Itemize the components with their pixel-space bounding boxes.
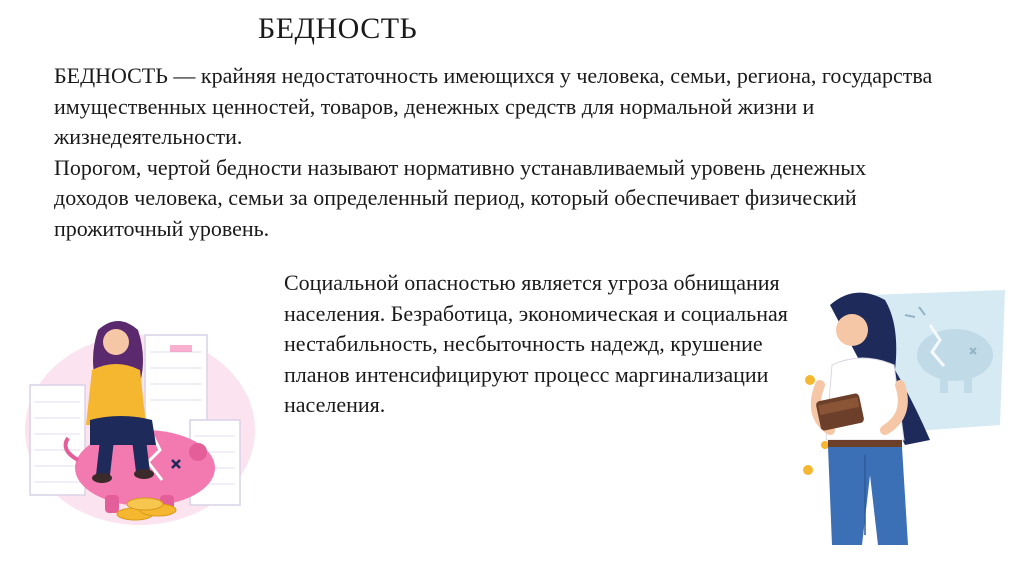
woman-on-piggy-bank-illustration [20,290,270,530]
social-danger-paragraph: Социальной опасностью является угроза обнищания населения. Безработица, экономическая и социальная нестабильность, несбыточность надежд, крушение планов интенсифицируют процесс маргинализации населения. [284,270,788,417]
definition-text: крайняя недостаточность имеющихся у человека, семьи, региона, государства имущественных ценностей, товаров, денежных средств для нормальной жизни и жизнедеятельности. [54,63,933,149]
definition-paragraph [54,61,934,153]
coin-dot-icon [821,441,829,449]
slide-title: БЕДНОСТЬ [258,12,418,45]
threshold-paragraph: Порогом, чертой бедности называют нормативно устанавливаемый уровень денежных доходов человека, семьи за определенный период, который обеспечивает физический прожиточный уровень. [54,154,867,241]
coin-dot-icon [805,375,815,385]
definition-dash: — [167,63,201,88]
woman-with-wallet-illustration [790,285,1015,550]
definition-block [54,61,934,244]
definition-term: БЕДНОСТЬ [54,63,168,88]
coin-dot-icon [803,465,813,475]
